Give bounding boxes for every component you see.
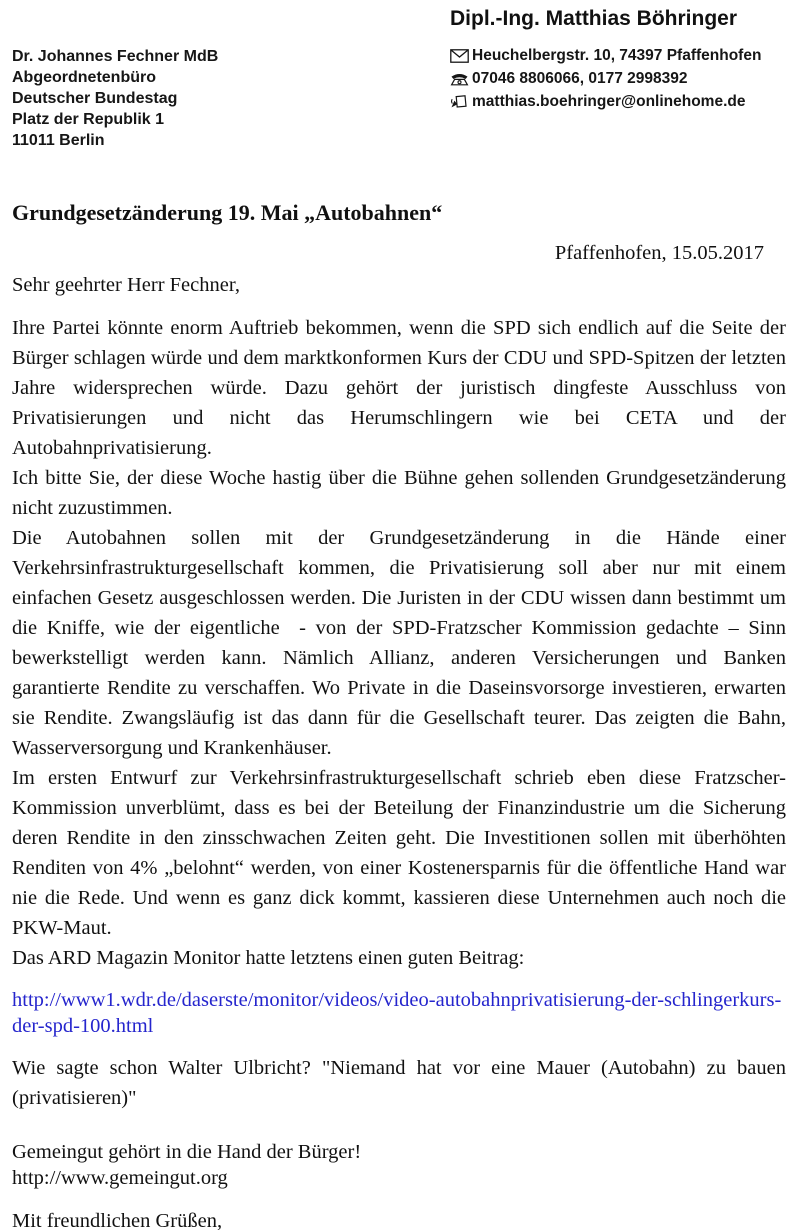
wdr-article-link[interactable]: http://www1.wdr.de/daserste/monitor/videos/video-autobahnprivatisierung-der-schlingerkurs-der-spd-100.html bbox=[12, 989, 782, 1037]
mail-pen-icon bbox=[450, 94, 472, 109]
slogan-block bbox=[12, 1139, 786, 1191]
slogan-text: Gemeingut gehört in die Hand der Bürger! bbox=[12, 1141, 362, 1163]
recipient-address-block bbox=[12, 46, 450, 151]
recipient-line: Abgeordnetenbüro bbox=[12, 69, 156, 86]
subject-line: Grundgesetzänderung 19. Mai „Autobahnen“ bbox=[12, 200, 443, 225]
sender-block bbox=[450, 6, 786, 151]
sender-contact-list bbox=[450, 44, 786, 113]
sender-email-address: matthias.boehringer@onlinehome.de bbox=[472, 93, 746, 110]
recipient-line: Dr. Johannes Fechner MdB bbox=[12, 48, 219, 65]
sender-phone-numbers: 07046 8806066, 0177 2998392 bbox=[472, 70, 688, 87]
dateline: Pfaffenhofen, 15.05.2017 bbox=[554, 242, 764, 264]
recipient-line: Deutscher Bundestag bbox=[12, 90, 178, 107]
article-link-block bbox=[12, 987, 786, 1039]
sender-email-row bbox=[450, 90, 786, 113]
paragraph-entwurf: Im ersten Entwurf zur Verkehrsinfrastrukturgesellschaft schrieb eben diese Fratzscher-Kommission unverblümt, dass es bei der Beteilung der Finanzindustrie um die Sicherung deren Rendite in den zinsschwachen Zeiten geht. Die Investitionen sollen mit überhöhten Renditen von 4% „belohnt“ werden, von einer Kostenersparnis für die öffentliche Hand war nie die Rede. Und wenn es ganz dick kommt, kassieren diese Unternehmen auch noch die PKW-Maut. bbox=[12, 767, 786, 939]
envelope-icon bbox=[450, 49, 472, 63]
paragraph-autobahnen: Die Autobahnen sollen mit der Grundgesetzänderung in die Hände einer Verkehrsinfrastrukturgesellschaft kommen, die Privatisierung soll aber nur mit einem einfachen Gesetz ausgeschlossen werden. Die Juristen in der CDU wissen dann bestimmt um die Kniffe, wie der eigentliche - von der SPD-Fratzscher Kommission gedachte – Sinn bewerkstelligt werden kann. Nämlich Allianz, anderen Versicherungen und Banken garantierte Rendite zu verschaffen. Wo Private in die Daseinsvorsorge investieren, erwarten sie Rendite. Zwangsläufig ist das dann für die Gesellschaft teurer. Das zeigten die Bahn, Wasserversorgung und Krankenhäuser. bbox=[12, 527, 786, 759]
sender-address-row bbox=[450, 44, 786, 67]
ulbricht-quote: Wie sagte schon Walter Ulbricht? "Niemand hat vor eine Mauer (Autobahn) zu bauen (privatisieren)" bbox=[12, 1057, 786, 1109]
sender-name: Dipl.-Ing. Matthias Böhringer bbox=[450, 7, 737, 30]
paragraph-bitte: Ich bitte Sie, der diese Woche hastig über die Bühne gehen sollenden Grundgesetzänderung nicht zuzustimmen. bbox=[12, 467, 786, 519]
salutation: Sehr geehrter Herr Fechner, bbox=[12, 274, 240, 296]
sender-street-city: Heuchelbergstr. 10, 74397 Pfaffenhofen bbox=[472, 47, 762, 64]
recipient-line: Platz der Republik 1 bbox=[12, 111, 165, 128]
sender-phone-row bbox=[450, 67, 786, 90]
letter-header bbox=[12, 6, 786, 151]
paragraph-ard-monitor: Das ARD Magazin Monitor hatte letztens einen guten Beitrag: bbox=[12, 947, 525, 969]
closing-line: Mit freundlichen Grüßen, bbox=[12, 1210, 223, 1230]
gemeingut-url: http://www.gemeingut.org bbox=[12, 1167, 228, 1189]
paragraph-auftrieb: Ihre Partei könnte enorm Auftrieb bekommen, wenn die SPD sich endlich auf die Seite der Bürger schlagen würde und dem marktkonformen Kurs der CDU und SPD-Spitzen der letzten Jahre widersprechen würde. Dazu gehört der juristisch dingfeste Ausschluss von Privatisierungen und nicht das Herumschlingern wie bei CETA und der Autobahnprivatisierung. bbox=[12, 317, 786, 459]
recipient-line: 11011 Berlin bbox=[12, 132, 105, 149]
phone-icon bbox=[450, 71, 472, 86]
